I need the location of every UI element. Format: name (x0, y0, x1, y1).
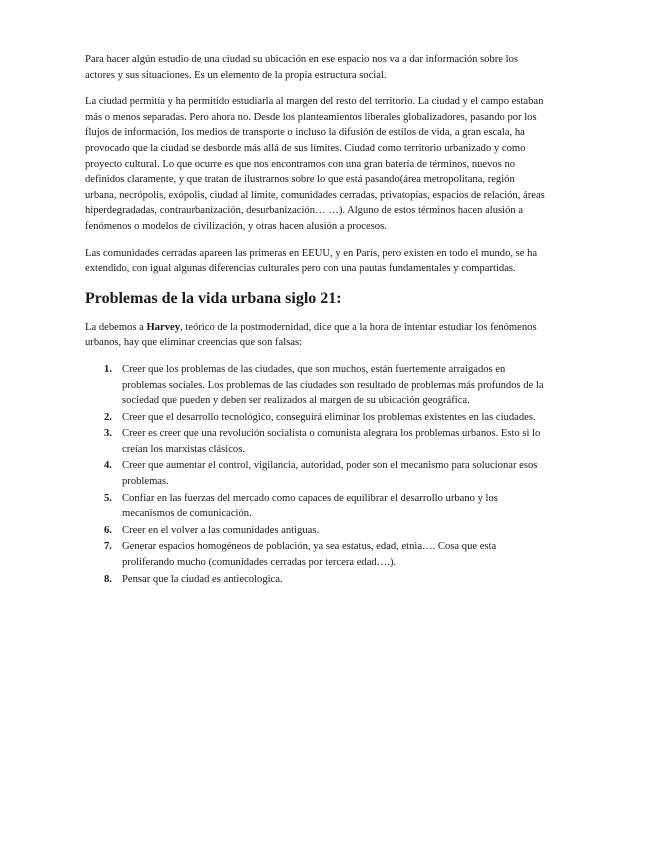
problems-list (85, 362, 547, 587)
list-item (85, 458, 547, 489)
list-item-number: 1. (104, 363, 112, 375)
list-item-text: Confiar en las fuerzas del mercado como capaces de equilibrar el desarrollo urbano y los mecanismos de comunicación. (122, 492, 498, 520)
list-item-text: Creer que el desarrollo tecnológico, conseguirá eliminar los problemas existentes en las ciudades. (122, 411, 536, 423)
list-item-number: 4. (104, 460, 112, 472)
section-intro (85, 320, 547, 351)
paragraph-gated-communities: Las comunidades cerradas apareen las primeras en EEUU, y en París, pero existen en todo el mundo, se ha extendido, con igual algunas diferencias culturales pero con una pautas fundamentales y compartidas. (85, 247, 538, 275)
list-item-text: Creer que los problemas de las ciudades, que son muchos, están fuertemente arraigados en problemas sociales. Los problemas de las ciudades son resultado de problemas más profundos de la sociedad que pueden y deben ser realizados al margen de su ubicación geográfica. (122, 363, 544, 407)
list-item-number: 5. (104, 492, 112, 504)
list-item (85, 426, 547, 457)
list-item-text: Creer en el volver a las comunidades antiguas. (122, 524, 320, 536)
section-heading: Problemas de la vida urbana siglo 21: (85, 289, 342, 307)
list-item-number: 7. (104, 541, 112, 553)
document-page (85, 52, 547, 588)
paragraph-location: Para hacer algún estudio de una ciudad su ubicación en ese espacio nos va a dar información sobre los actores y sus situaciones. Es un elemento de la propia estructura social. (85, 54, 519, 81)
list-item (85, 362, 547, 409)
intro-text-after: , teórico de la postmodernidad, dice que a la hora de intentar estudiar los fenómenos urbanos, hay que eliminar creencias que son falsas: (85, 321, 537, 349)
list-item-text: Pensar que la ciudad es antiecologica. (122, 573, 283, 585)
list-item-number: 8. (104, 573, 112, 585)
list-item (85, 539, 547, 570)
list-item-number: 2. (104, 411, 112, 423)
intro-text-before: La debemos a (85, 321, 147, 333)
list-item (85, 410, 547, 426)
list-item (85, 491, 547, 522)
intro-author-name: Harvey (146, 321, 181, 333)
list-item-number: 6. (104, 524, 112, 536)
list-item-text: Generar espacios homogéneos de población, ya sea estatus, edad, etnia…. Cosa que esta proliferando mucho (comunidades cerradas por tercera edad….). (122, 541, 497, 569)
list-item-text: Creer que aumentar el control, vigilancia, autoridad, poder son el mecanismo para solucionar esos problemas. (122, 460, 538, 488)
list-item-text: Creer es creer que una revolución socialista o comunista alegrara los problemas urbanos. Esto si lo creían los marxistas clásicos. (122, 428, 541, 455)
list-item-number: 3. (104, 428, 112, 440)
list-item (85, 572, 547, 588)
paragraph-city-territory: La ciudad permitía y ha permitido estudiarla al margen del resto del territorio. La ciudad y el campo estaban más o menos separadas. Pero ahora no. Desde los planteamientos liberales globalizadores, pasando por los flujos de información, los medios de transporte o incluso la difusión de estilos de vida, a gran escala, ha provocado que la ciudad se desborde más allá de sus límites. Ciudad como territorio urbanizado y como proyecto cultural. Lo que ocurre es que nos encontramos con una gran batería de términos, nuevos no definidos claramente, y que tratan de ilustrarnos sobre lo que está pasando(área metropolitana, región urbana, necrópolis, exópolis, ciudad al límite, comunidades cerradas, privatopías, espacios de relación, áreas hiperdegradadas, contraurbanización, desurbanización… …). Alguno de estos términos hacen alusión a fenómenos o modelos de civilización, y otras hacen alusión a procesos. (85, 96, 545, 232)
list-item (85, 523, 547, 539)
